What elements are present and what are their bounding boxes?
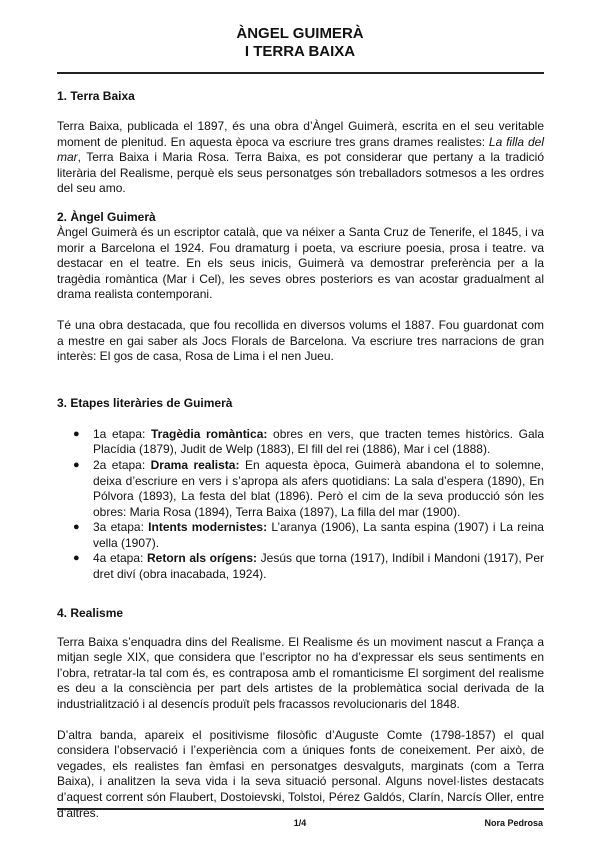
bullet-icon: ● — [73, 427, 80, 440]
stage-text: obres en vers, que tracten temes històrics. Gala Placídia (1879), Judit de Welp (1883), El fill del rei (1886), Mar i cel (1888). — [93, 426, 544, 457]
stage-prefix: 3a etapa: — [93, 520, 149, 535]
stage-prefix: 2a etapa: — [93, 457, 151, 472]
bullet-icon: ● — [73, 552, 80, 565]
document-body — [57, 82, 544, 821]
section-heading-etapes: 3. Etapes literàries de Guimerà — [57, 395, 233, 410]
stage-name: Tragèdia romàntica: — [151, 426, 268, 441]
title-line-1: ÀNGEL GUIMERÀ — [236, 25, 364, 42]
stage-prefix: 4a etapa: — [93, 551, 148, 566]
paragraph-realisme: Terra Baixa s’enquadra dins del Realisme. El Realisme és un moviment nascut a França a mitjan segle XIX, que considera que l’escriptor no ha d’expressar els seus sentiments en l’obra, retratar-la tal com és, es contraposa amb el romanticisme El sorgiment del realisme es deu a la consciència per part dels artistes de la problemàtica social derivada de la industrialització i al desencís produït pels fracassos revolucionaris del 1848. — [57, 634, 544, 712]
footer-author: Nora Pedrosa — [484, 818, 543, 828]
stage-name: Retorn als orígens: — [147, 551, 257, 566]
stage-prefix: 1a etapa: — [93, 426, 152, 441]
paragraph-text: Terra Baixa, publicada el 1897, és una obra d’Àngel Guimerà, escrita en el seu veritable moment de plenitud. En aquesta època va escriure tres grans drames realistes: — [57, 119, 544, 149]
paragraph-works: Té una obra destacada, que fou recollida en diversos volums el 1887. Fou guardonat com a mestre en gai saber als Jocs Florals de Barcelona. Va escriure tres narracions de gran interès: El gos de casa, Rosa de Lima i el nen Jueu. — [57, 317, 544, 364]
paragraph-terra-baixa — [57, 119, 544, 197]
page-number: 1/4 — [293, 818, 307, 828]
work-title-italic: La filla del mar — [57, 134, 544, 165]
section-heading-terra-baixa: 1. Terra Baixa — [57, 89, 135, 103]
stages-list — [57, 427, 544, 583]
section-heading-angel-guimera: 2. Àngel Guimerà — [57, 209, 156, 224]
paragraph-text: , Terra Baixa i Maria Rosa. Terra Baixa, es pot considerar que pertany a la tradició literària del Realisme, perquè els seus personatges són treballadors sotmesos a les ordres del seu amo. — [57, 150, 544, 196]
stage-name: Drama realista: — [150, 457, 240, 472]
title-line-2: I TERRA BAIXA — [244, 43, 356, 60]
section-heading-realisme: 4. Realisme — [57, 605, 124, 620]
paragraph-biography: Àngel Guimerà és un escriptor català, que va néixer a Santa Cruz de Tenerife, el 1845, i va morir a Barcelona el 1924. Fou dramaturg i poeta, va escriure poesia, prosa i teatre. va destacar en el teatre. En els seus inicis, Guimerà va demostrar preferència per a la tragèdia romàntica (Mar i Cel), les seves obres posteriors es van acostar gradualment al drama realista contemporani. — [57, 224, 544, 302]
list-item — [73, 551, 544, 582]
bullet-icon: ● — [73, 458, 80, 471]
stage-text: Jesús que torna (1917), Indíbil i Mandoni (1917), Per dret diví (obra inacabada, 1924). — [93, 551, 544, 582]
stage-text: L’aranya (1906), La santa espina (1907) i La reina vella (1907). — [93, 520, 544, 550]
header-divider — [57, 72, 544, 74]
paragraph-positivisme: D’altra banda, apareix el positivisme filosòfic d’Auguste Comte (1798-1857) el qual considera l’observació i l’experiència com a úniques fonts de coneixement. Per això, de vegades, els realistes fan èmfasi en personatges desvalguts, marginats (com a Terra Baixa), i analitzen la seva vida i la seva situació personal. Alguns novel·listes destacats d’aquest corrent són Flaubert, Dostoievski, Tolstoi, Pérez Galdós, Clarín, Narcís Oller, entre d’altres. — [57, 727, 544, 820]
list-item — [73, 520, 544, 551]
list-item — [73, 457, 544, 520]
footer-divider — [57, 808, 544, 810]
bullet-icon: ● — [73, 521, 80, 534]
stage-text: En aquesta època, Guimerà abandona el to solemne, deixa d’escriure en vers i s’apropa als afers quotidians: La sala d’espera (1890), En Pólvora (1893), La festa del blat (1896). Però el cim de la seva producció són les obres: Maria Rosa (1894), Terra Baixa (1897), La filla del mar (1900). — [93, 457, 544, 519]
stage-name: Intents modernistes: — [148, 520, 268, 535]
list-item — [73, 426, 544, 458]
